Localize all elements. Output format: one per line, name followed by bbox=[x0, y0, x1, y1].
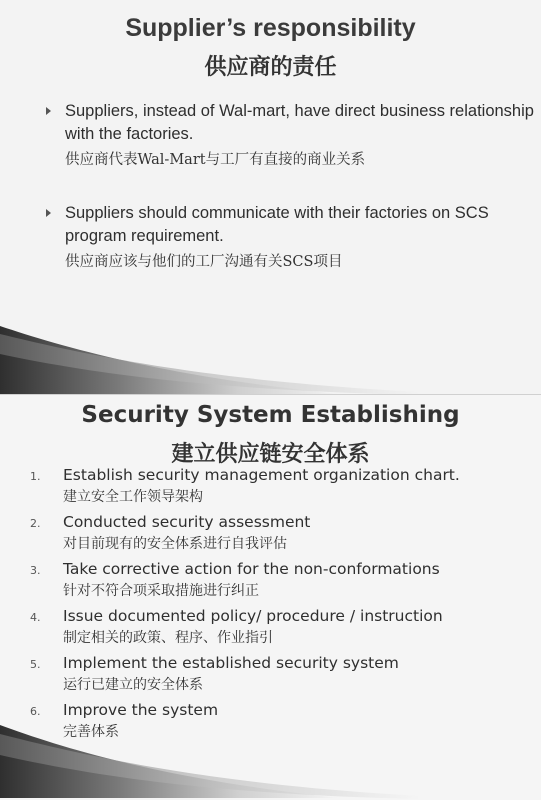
step-number: 3. bbox=[30, 564, 41, 577]
step-number: 6. bbox=[30, 705, 41, 718]
slide-1-title: Supplier’s responsibility bbox=[125, 14, 416, 42]
bullet-text-en: Suppliers should communicate with their factories on SCS program requirement. bbox=[65, 204, 489, 245]
bullet-text-cn: 供应商代表Wal-Mart与工厂有直接的商业关系 bbox=[65, 152, 366, 168]
bullet-text-cn: 供应商应该与他们的工厂沟通有关SCS项目 bbox=[65, 254, 343, 270]
step-text-cn: 建立安全工作领导架构 bbox=[63, 489, 203, 505]
step-text-en: Conducted security assessment bbox=[63, 513, 311, 531]
step-item bbox=[0, 559, 541, 605]
step-number: 2. bbox=[30, 517, 41, 530]
step-text-en: Improve the system bbox=[63, 701, 219, 719]
slide-security-system bbox=[0, 395, 541, 800]
slide-2-title: Security System Establishing bbox=[81, 402, 460, 428]
step-text-en: Establish security management organization chart. bbox=[63, 466, 460, 484]
step-item bbox=[0, 700, 541, 746]
bullet-text-en: Suppliers, instead of Wal-mart, have direct business relationship with the factories. bbox=[65, 102, 534, 143]
triangle-bullet-icon bbox=[46, 209, 51, 217]
step-number: 1. bbox=[30, 470, 41, 483]
step-text-en: Take corrective action for the non-conformations bbox=[63, 560, 440, 578]
step-item bbox=[0, 512, 541, 558]
step-text-en: Implement the established security system bbox=[63, 654, 399, 672]
step-item bbox=[0, 606, 541, 652]
step-number: 4. bbox=[30, 611, 41, 624]
swoosh-decoration bbox=[0, 326, 541, 395]
slide-1-subtitle: 供应商的责任 bbox=[204, 54, 337, 80]
slide-suppliers-responsibility bbox=[0, 0, 541, 395]
step-text-cn: 运行已建立的安全体系 bbox=[63, 677, 203, 693]
slide-2-subtitle: 建立供应链安全体系 bbox=[171, 441, 370, 467]
step-text-cn: 完善体系 bbox=[63, 724, 119, 740]
step-text-cn: 对目前现有的安全体系进行自我评估 bbox=[63, 536, 287, 552]
step-number: 5. bbox=[30, 658, 41, 671]
step-text-cn: 制定相关的政策、程序、作业指引 bbox=[63, 630, 273, 646]
step-text-en: Issue documented policy/ procedure / instruction bbox=[63, 607, 443, 625]
step-item bbox=[0, 653, 541, 699]
step-text-cn: 针对不符合项采取措施进行纠正 bbox=[63, 583, 259, 599]
step-item bbox=[0, 465, 541, 511]
triangle-bullet-icon bbox=[46, 107, 51, 115]
